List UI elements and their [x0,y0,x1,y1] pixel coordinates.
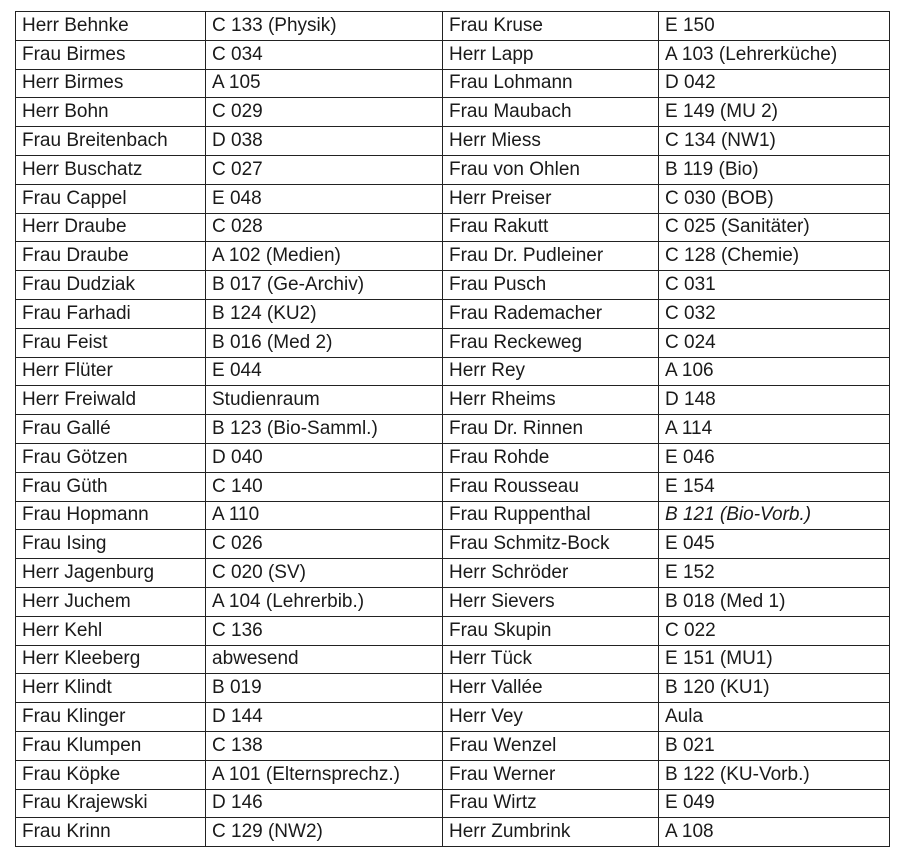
teacher-name-right-cell: Frau Wenzel [443,731,659,760]
teacher-name-left-cell: Frau Ising [16,530,206,559]
room-right-cell: E 049 [659,789,890,818]
teacher-name-right-cell: Frau Skupin [443,616,659,645]
room-right-cell: E 152 [659,559,890,588]
room-left-cell: B 124 (KU2) [206,299,443,328]
room-left-cell: C 034 [206,40,443,69]
table-row [16,69,890,98]
room-right-cell: B 021 [659,731,890,760]
teacher-name-left-cell: Herr Birmes [16,69,206,98]
room-left-cell: C 140 [206,472,443,501]
room-right-cell: C 025 (Sanitäter) [659,213,890,242]
table-row [16,818,890,847]
teacher-name-left-cell: Frau Farhadi [16,299,206,328]
room-right-cell: B 120 (KU1) [659,674,890,703]
teacher-name-left-cell: Herr Klindt [16,674,206,703]
table-row [16,472,890,501]
table-row [16,155,890,184]
room-left-cell: C 129 (NW2) [206,818,443,847]
teacher-name-left-cell: Frau Gallé [16,415,206,444]
table-row [16,703,890,732]
table-row [16,559,890,588]
teacher-name-right-cell: Herr Vallée [443,674,659,703]
teacher-name-right-cell: Herr Rey [443,357,659,386]
table-body [16,12,890,847]
room-left-cell: E 044 [206,357,443,386]
room-right-cell: C 032 [659,299,890,328]
room-left-cell: abwesend [206,645,443,674]
teacher-name-right-cell: Frau Reckeweg [443,328,659,357]
room-left-cell: D 146 [206,789,443,818]
room-left-cell: C 136 [206,616,443,645]
teacher-name-right-cell: Herr Lapp [443,40,659,69]
teacher-room-table [15,11,890,847]
table-row [16,242,890,271]
room-left-cell: B 016 (Med 2) [206,328,443,357]
teacher-name-left-cell: Frau Klumpen [16,731,206,760]
teacher-name-right-cell: Frau Werner [443,760,659,789]
table-row [16,760,890,789]
teacher-name-right-cell: Herr Tück [443,645,659,674]
room-left-cell: C 138 [206,731,443,760]
teacher-name-right-cell: Frau von Ohlen [443,155,659,184]
table-row [16,299,890,328]
table-row [16,616,890,645]
room-left-cell: C 020 (SV) [206,559,443,588]
room-right-cell: A 106 [659,357,890,386]
room-left-cell: C 029 [206,98,443,127]
table-row [16,645,890,674]
table-row [16,415,890,444]
teacher-name-left-cell: Frau Cappel [16,184,206,213]
teacher-name-right-cell: Frau Dr. Rinnen [443,415,659,444]
table-row [16,386,890,415]
teacher-name-left-cell: Herr Draube [16,213,206,242]
room-right-cell: B 121 (Bio-Vorb.) [659,501,890,530]
teacher-name-right-cell: Herr Preiser [443,184,659,213]
teacher-name-right-cell: Frau Wirtz [443,789,659,818]
teacher-name-left-cell: Herr Freiwald [16,386,206,415]
room-right-cell: C 134 (NW1) [659,127,890,156]
teacher-name-right-cell: Herr Vey [443,703,659,732]
room-right-cell: Aula [659,703,890,732]
teacher-name-right-cell: Frau Pusch [443,271,659,300]
table-row [16,127,890,156]
room-left-cell: A 101 (Elternsprechz.) [206,760,443,789]
teacher-name-left-cell: Frau Breitenbach [16,127,206,156]
teacher-name-left-cell: Herr Behnke [16,12,206,41]
room-right-cell: D 042 [659,69,890,98]
table-row [16,328,890,357]
room-left-cell: A 105 [206,69,443,98]
teacher-name-left-cell: Frau Klinger [16,703,206,732]
table-row [16,587,890,616]
room-right-cell: A 103 (Lehrerküche) [659,40,890,69]
table-row [16,501,890,530]
table-row [16,98,890,127]
teacher-name-right-cell: Herr Sievers [443,587,659,616]
teacher-name-left-cell: Frau Götzen [16,443,206,472]
teacher-name-right-cell: Frau Lohmann [443,69,659,98]
room-left-cell: D 040 [206,443,443,472]
table-row [16,12,890,41]
teacher-name-left-cell: Herr Flüter [16,357,206,386]
room-left-cell: B 019 [206,674,443,703]
teacher-name-right-cell: Herr Miess [443,127,659,156]
table-row [16,184,890,213]
room-right-cell: E 046 [659,443,890,472]
room-right-cell: B 018 (Med 1) [659,587,890,616]
table-row [16,731,890,760]
teacher-name-left-cell: Frau Köpke [16,760,206,789]
room-left-cell: B 123 (Bio-Samml.) [206,415,443,444]
room-left-cell: E 048 [206,184,443,213]
room-left-cell: A 110 [206,501,443,530]
teacher-name-left-cell: Herr Bohn [16,98,206,127]
room-right-cell: C 031 [659,271,890,300]
room-right-cell: E 150 [659,12,890,41]
teacher-name-left-cell: Frau Birmes [16,40,206,69]
teacher-name-left-cell: Herr Juchem [16,587,206,616]
teacher-name-right-cell: Frau Kruse [443,12,659,41]
teacher-name-right-cell: Frau Rademacher [443,299,659,328]
room-right-cell: E 151 (MU1) [659,645,890,674]
teacher-name-left-cell: Herr Jagenburg [16,559,206,588]
teacher-name-right-cell: Herr Schröder [443,559,659,588]
teacher-name-right-cell: Frau Rakutt [443,213,659,242]
table-row [16,530,890,559]
room-right-cell: E 154 [659,472,890,501]
teacher-name-left-cell: Frau Hopmann [16,501,206,530]
table-row [16,213,890,242]
teacher-name-left-cell: Frau Feist [16,328,206,357]
room-right-cell: C 128 (Chemie) [659,242,890,271]
room-left-cell: C 026 [206,530,443,559]
table-row [16,674,890,703]
teacher-name-right-cell: Frau Rohde [443,443,659,472]
room-left-cell: C 028 [206,213,443,242]
teacher-name-right-cell: Frau Ruppenthal [443,501,659,530]
room-left-cell: D 144 [206,703,443,732]
teacher-name-left-cell: Herr Buschatz [16,155,206,184]
teacher-name-right-cell: Frau Rousseau [443,472,659,501]
teacher-name-left-cell: Herr Kehl [16,616,206,645]
room-left-cell: C 133 (Physik) [206,12,443,41]
room-left-cell: C 027 [206,155,443,184]
teacher-name-left-cell: Frau Güth [16,472,206,501]
table-row [16,789,890,818]
room-right-cell: B 119 (Bio) [659,155,890,184]
teacher-name-left-cell: Frau Krinn [16,818,206,847]
teacher-name-right-cell: Herr Zumbrink [443,818,659,847]
teacher-name-right-cell: Frau Schmitz-Bock [443,530,659,559]
room-right-cell: E 045 [659,530,890,559]
table-row [16,443,890,472]
room-right-cell: D 148 [659,386,890,415]
teacher-name-left-cell: Frau Draube [16,242,206,271]
teacher-name-left-cell: Frau Krajewski [16,789,206,818]
table-row [16,40,890,69]
teacher-name-right-cell: Frau Maubach [443,98,659,127]
room-right-cell: A 108 [659,818,890,847]
teacher-name-left-cell: Herr Kleeberg [16,645,206,674]
teacher-name-right-cell: Herr Rheims [443,386,659,415]
room-left-cell: D 038 [206,127,443,156]
room-left-cell: Studienraum [206,386,443,415]
room-right-cell: B 122 (KU-Vorb.) [659,760,890,789]
teacher-name-right-cell: Frau Dr. Pudleiner [443,242,659,271]
room-right-cell: C 022 [659,616,890,645]
table-row [16,357,890,386]
room-right-cell: E 149 (MU 2) [659,98,890,127]
room-left-cell: B 017 (Ge-Archiv) [206,271,443,300]
table-row [16,271,890,300]
room-left-cell: A 104 (Lehrerbib.) [206,587,443,616]
room-right-cell: A 114 [659,415,890,444]
teacher-name-left-cell: Frau Dudziak [16,271,206,300]
room-right-cell: C 024 [659,328,890,357]
room-right-cell: C 030 (BOB) [659,184,890,213]
room-left-cell: A 102 (Medien) [206,242,443,271]
